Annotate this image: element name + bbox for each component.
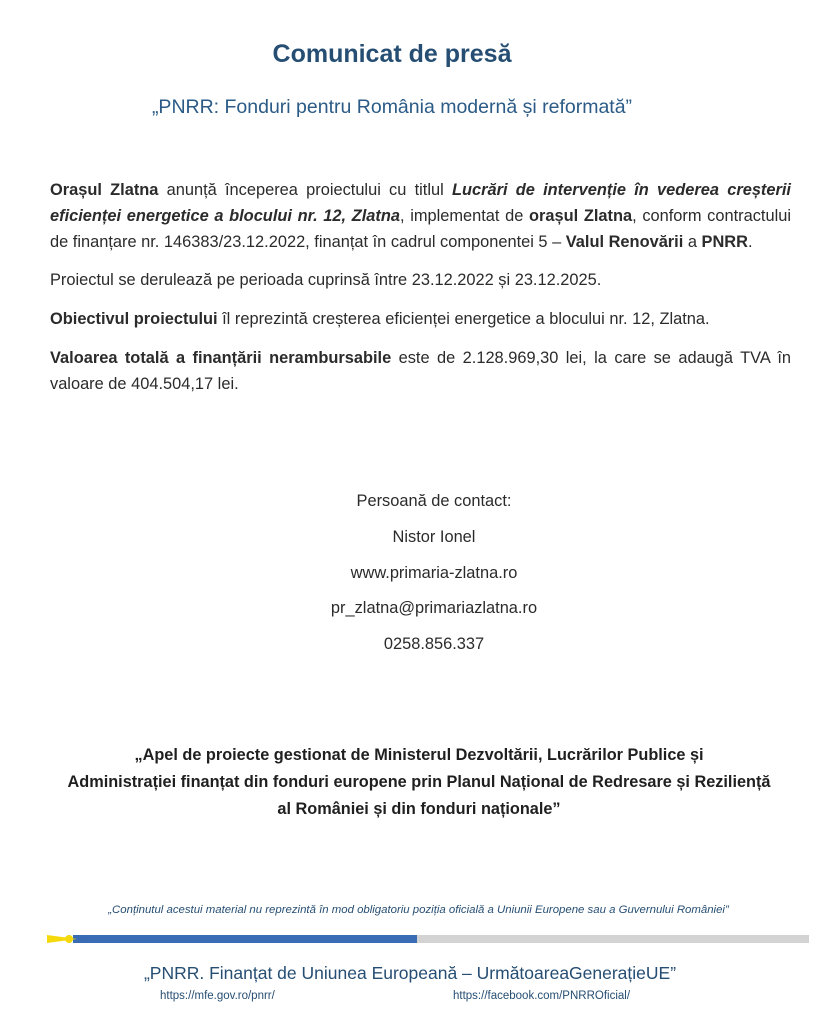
paragraph-funding-value: Valoarea totală a finanțării nerambursabile este de 2.128.969,30 lei, la care se adaugă TVA în valoare de 404.504,17 lei.: [50, 349, 791, 393]
footer-slogan: „PNRR. Finanțat de Uniunea Europeană – UrmătoareaGenerațieUE”: [143, 963, 677, 983]
program-name: PNRR: [701, 233, 748, 251]
project-title: Lucrări de intervenție în vederea creșterii eficienței energetice a blocului nr. 12, Zlatna: [50, 181, 791, 225]
contact-name: Nistor Ionel: [392, 527, 476, 546]
contact-website[interactable]: www.primaria-zlatna.ro: [350, 563, 518, 582]
city-name: Orașul Zlatna: [50, 181, 159, 199]
paragraph-project-period: Proiectul se derulează pe perioada cuprinsă între 23.12.2022 și 23.12.2025.: [50, 271, 602, 289]
contact-label: Persoană de contact:: [356, 492, 512, 510]
component-name: Valul Renovării: [565, 233, 684, 251]
call-line-3: al României și din fonduri naționale”: [277, 800, 561, 818]
implementer-name: orașul Zlatna: [529, 207, 633, 225]
call-line-1: „Apel de proiecte gestionat de Ministerul Dezvoltării, Lucrărilor Publice și: [134, 746, 704, 764]
link-facebook-pnrr[interactable]: https://facebook.com/PNRROficial/: [453, 990, 631, 1002]
bar-blue-segment: [47, 935, 417, 943]
contact-block: [0, 487, 837, 666]
paragraph-project-objective: Obiectivul proiectului îl reprezintă creșterea eficienței energetice a blocului nr. 12, Zlatna.: [50, 310, 710, 328]
eu-flag-stars-icon: [47, 935, 73, 943]
disclaimer-text: „Conținutul acestui material nu reprezintă în mod obligatoriu poziția oficială a Uniunii Europene sau a Guvernului României”: [108, 904, 729, 916]
paragraph-project-announcement: Orașul Zlatna anunță începerea proiectului cu titlul Lucrări de intervenție în vederea creșterii eficienței energetice a blocului nr. 12, Zlatna, implementat de orașul Zlatna, conform contractului de finanțare nr. 146383/23.12.2022, finanțat în cadrul componentei 5 – Valul Renovării a PNRR.: [50, 181, 791, 251]
page-subtitle: „PNRR: Fonduri pentru România modernă și reformată”: [151, 96, 633, 118]
page-title: Comunicat de presă: [272, 40, 512, 68]
contact-phone: 0258.856.337: [383, 635, 485, 654]
link-mfe-pnrr[interactable]: https://mfe.gov.ro/pnrr/: [160, 990, 275, 1002]
call-for-projects-statement: [50, 742, 788, 823]
footer-color-bar: [47, 935, 809, 943]
call-line-2: Administrației finanțat din fonduri europene prin Planul Național de Redresare și Reziliență: [67, 773, 771, 791]
contact-email[interactable]: pr_zlatna@primariazlatna.ro: [330, 599, 538, 618]
press-release-body: [50, 177, 791, 397]
